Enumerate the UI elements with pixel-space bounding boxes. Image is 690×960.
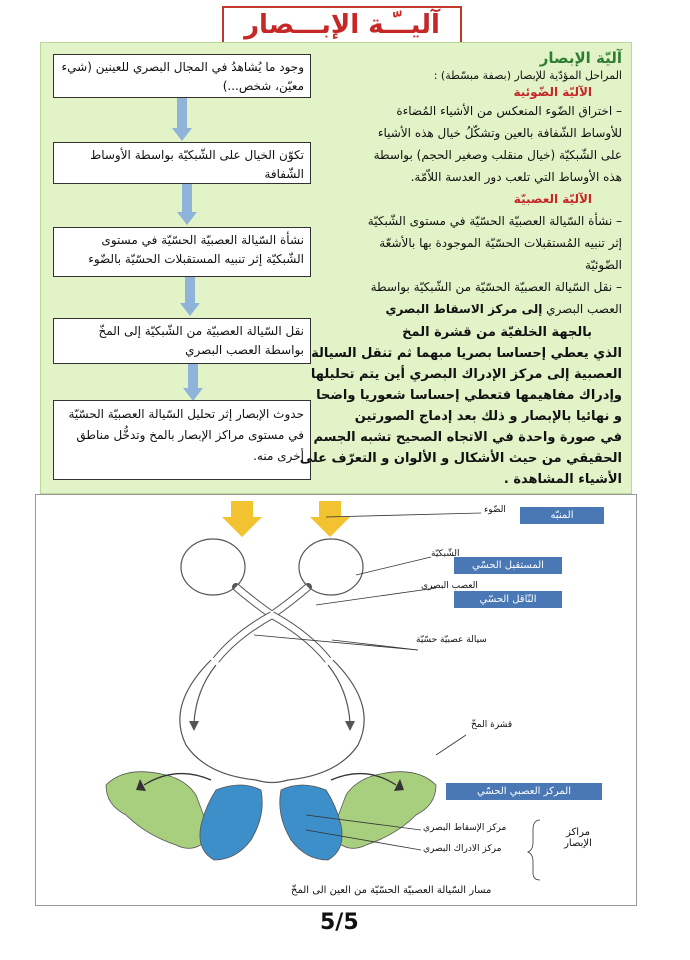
flow-arrow-1 <box>177 98 187 130</box>
explanation-column <box>318 48 622 320</box>
page-number: 5/5 <box>320 910 359 935</box>
neural-text-2: إثر تنبيه المُستقبلات الحسّيّة الموجودة بها بالأشعّة <box>379 236 622 250</box>
optical-heading: الآليّة الضّوئية <box>513 85 592 99</box>
bold-line-4: وإدراك مفاهيمها فتعطي إحساسا شعوريا واضحا <box>316 388 622 403</box>
label-neural-impulse: سيالة عصبيّة حسّيّة <box>416 635 487 645</box>
bold-line-6: في صورة واحدة في الاتجاه الصحيح تشبه الجسم <box>313 430 622 445</box>
bold-line-7: الحقيقي من حيث الأشكال و الألوان و التعرّف على <box>299 451 622 466</box>
box-stimulus: المنبّه <box>520 507 604 524</box>
cortex-left-green <box>106 772 211 849</box>
bold-line-8: الأشياء المشاهدة . <box>503 472 622 487</box>
flow-arrow-2 <box>182 184 192 214</box>
label-cortex: قشرة المخّ <box>471 720 513 730</box>
flow-arrowhead-3 <box>180 303 200 316</box>
bold-line-2: الذي يعطي إحساسا بصريا مبهما ثم تنقل السيالة <box>311 346 622 361</box>
light-arrow-right <box>310 501 350 537</box>
flow-step-2: تكوّن الخيال على الشّبكيّة بواسطة الأوساط الشّفافة <box>53 142 311 184</box>
neural-text-1: – نشأة السّيالة العصبيّة الحسّيّة في مستوى الشّبكيّة <box>367 214 622 228</box>
flow-arrowhead-2 <box>177 212 197 225</box>
explanation-bold-block <box>222 322 622 490</box>
label-vision-centers: مراكز الإبصار <box>564 827 592 849</box>
page-title: آليــّـة الإبـــصار <box>244 10 440 40</box>
page-title-box <box>222 6 462 44</box>
label-optic-nerve: العصب البصري <box>421 581 478 591</box>
neural-text-5 <box>318 298 622 320</box>
neural-text-5a: العصب البصري <box>546 302 622 316</box>
label-light: الضّوء <box>484 505 506 515</box>
flow-step-5: حدوث الإبصار إثر تحليل السّيالة العصبيّة الحسّيّة في مستوى مراكز الإبصار بالمخ وتدخُّل مناطق أخرى منه. <box>53 400 311 480</box>
optical-text-1: – اختراق الضّوء المنعكس من الأشياء المُضاءة <box>396 104 622 118</box>
box-conductor: النّاقل الحسّي <box>454 591 562 608</box>
flow-step-1: وجود ما يُشاهدُ في المجال البصري للعينين (شيء معيّن، شخص...) <box>53 54 311 98</box>
bold-line-5: و نهائيا بالإبصار و ذلك بعد إدماج الصورتين <box>354 409 622 424</box>
label-retina: الشّبكيّة <box>431 549 460 559</box>
bold-line-1: بالجهة الخلفيّة من قشرة المخ <box>402 325 592 340</box>
optical-text-3: على الشّبكيّة (خيال منقلب وصغير الحجم) بواسطة <box>373 148 622 162</box>
diagram-caption: مسار السّيالة العصبيّة الحسّيّة من العين الى المخّ <box>291 885 492 896</box>
neural-heading: الآليّة العصبيّة <box>513 192 592 206</box>
label-perception-center: مركز الادراك البصري <box>423 844 502 854</box>
neural-text-5b: إلى مركز الاسقاط البصري <box>385 302 543 316</box>
neural-text-3: الضّوئيّة <box>585 258 622 272</box>
box-center: المركز العصبي الحسّي <box>446 783 602 800</box>
explanation-heading: آليّة الإبصار <box>539 49 622 67</box>
box-receptor: المستقبل الحسّي <box>454 557 562 574</box>
flow-step-3: نشأة السّيالة العصبيّة الحسّيّة في مستوى الشّبكيّة إثر تنبيه المستقبلات الحسّيّة بالضّوء <box>53 227 311 277</box>
optical-text-4: هذه الأوساط التي تلعب دور العدسة اللاّمّة. <box>410 170 622 184</box>
explanation-intro: المراحل المؤدّية للإبصار (بصفة مبسّطة) : <box>433 69 622 82</box>
flow-arrow-3 <box>185 277 195 305</box>
visual-pathway-diagram <box>35 494 637 906</box>
light-arrow-left <box>222 501 262 537</box>
projection-center-left <box>200 785 262 860</box>
optical-text-2: للأوساط الشّفافة بالعين وتشكّلُ خيال هذه الأشياء <box>377 126 622 140</box>
projection-center-right <box>280 785 342 860</box>
flow-arrowhead-1 <box>172 128 192 141</box>
flow-step-4: نقل السّيالة العصبيّة من الشّبكيّة إلى المخّ بواسطة العصب البصري <box>53 318 311 364</box>
label-projection-center: مركز الإسقاط البصري <box>423 823 507 833</box>
bold-line-3: العصبية إلى مركز الإدراك البصري أين يتم تحليلها <box>310 367 622 382</box>
flow-arrow-4 <box>188 364 198 390</box>
neural-text-4: – نقل السّيالة العصبيّة الحسّيّة من الشّبكيّة بواسطة <box>370 280 622 294</box>
